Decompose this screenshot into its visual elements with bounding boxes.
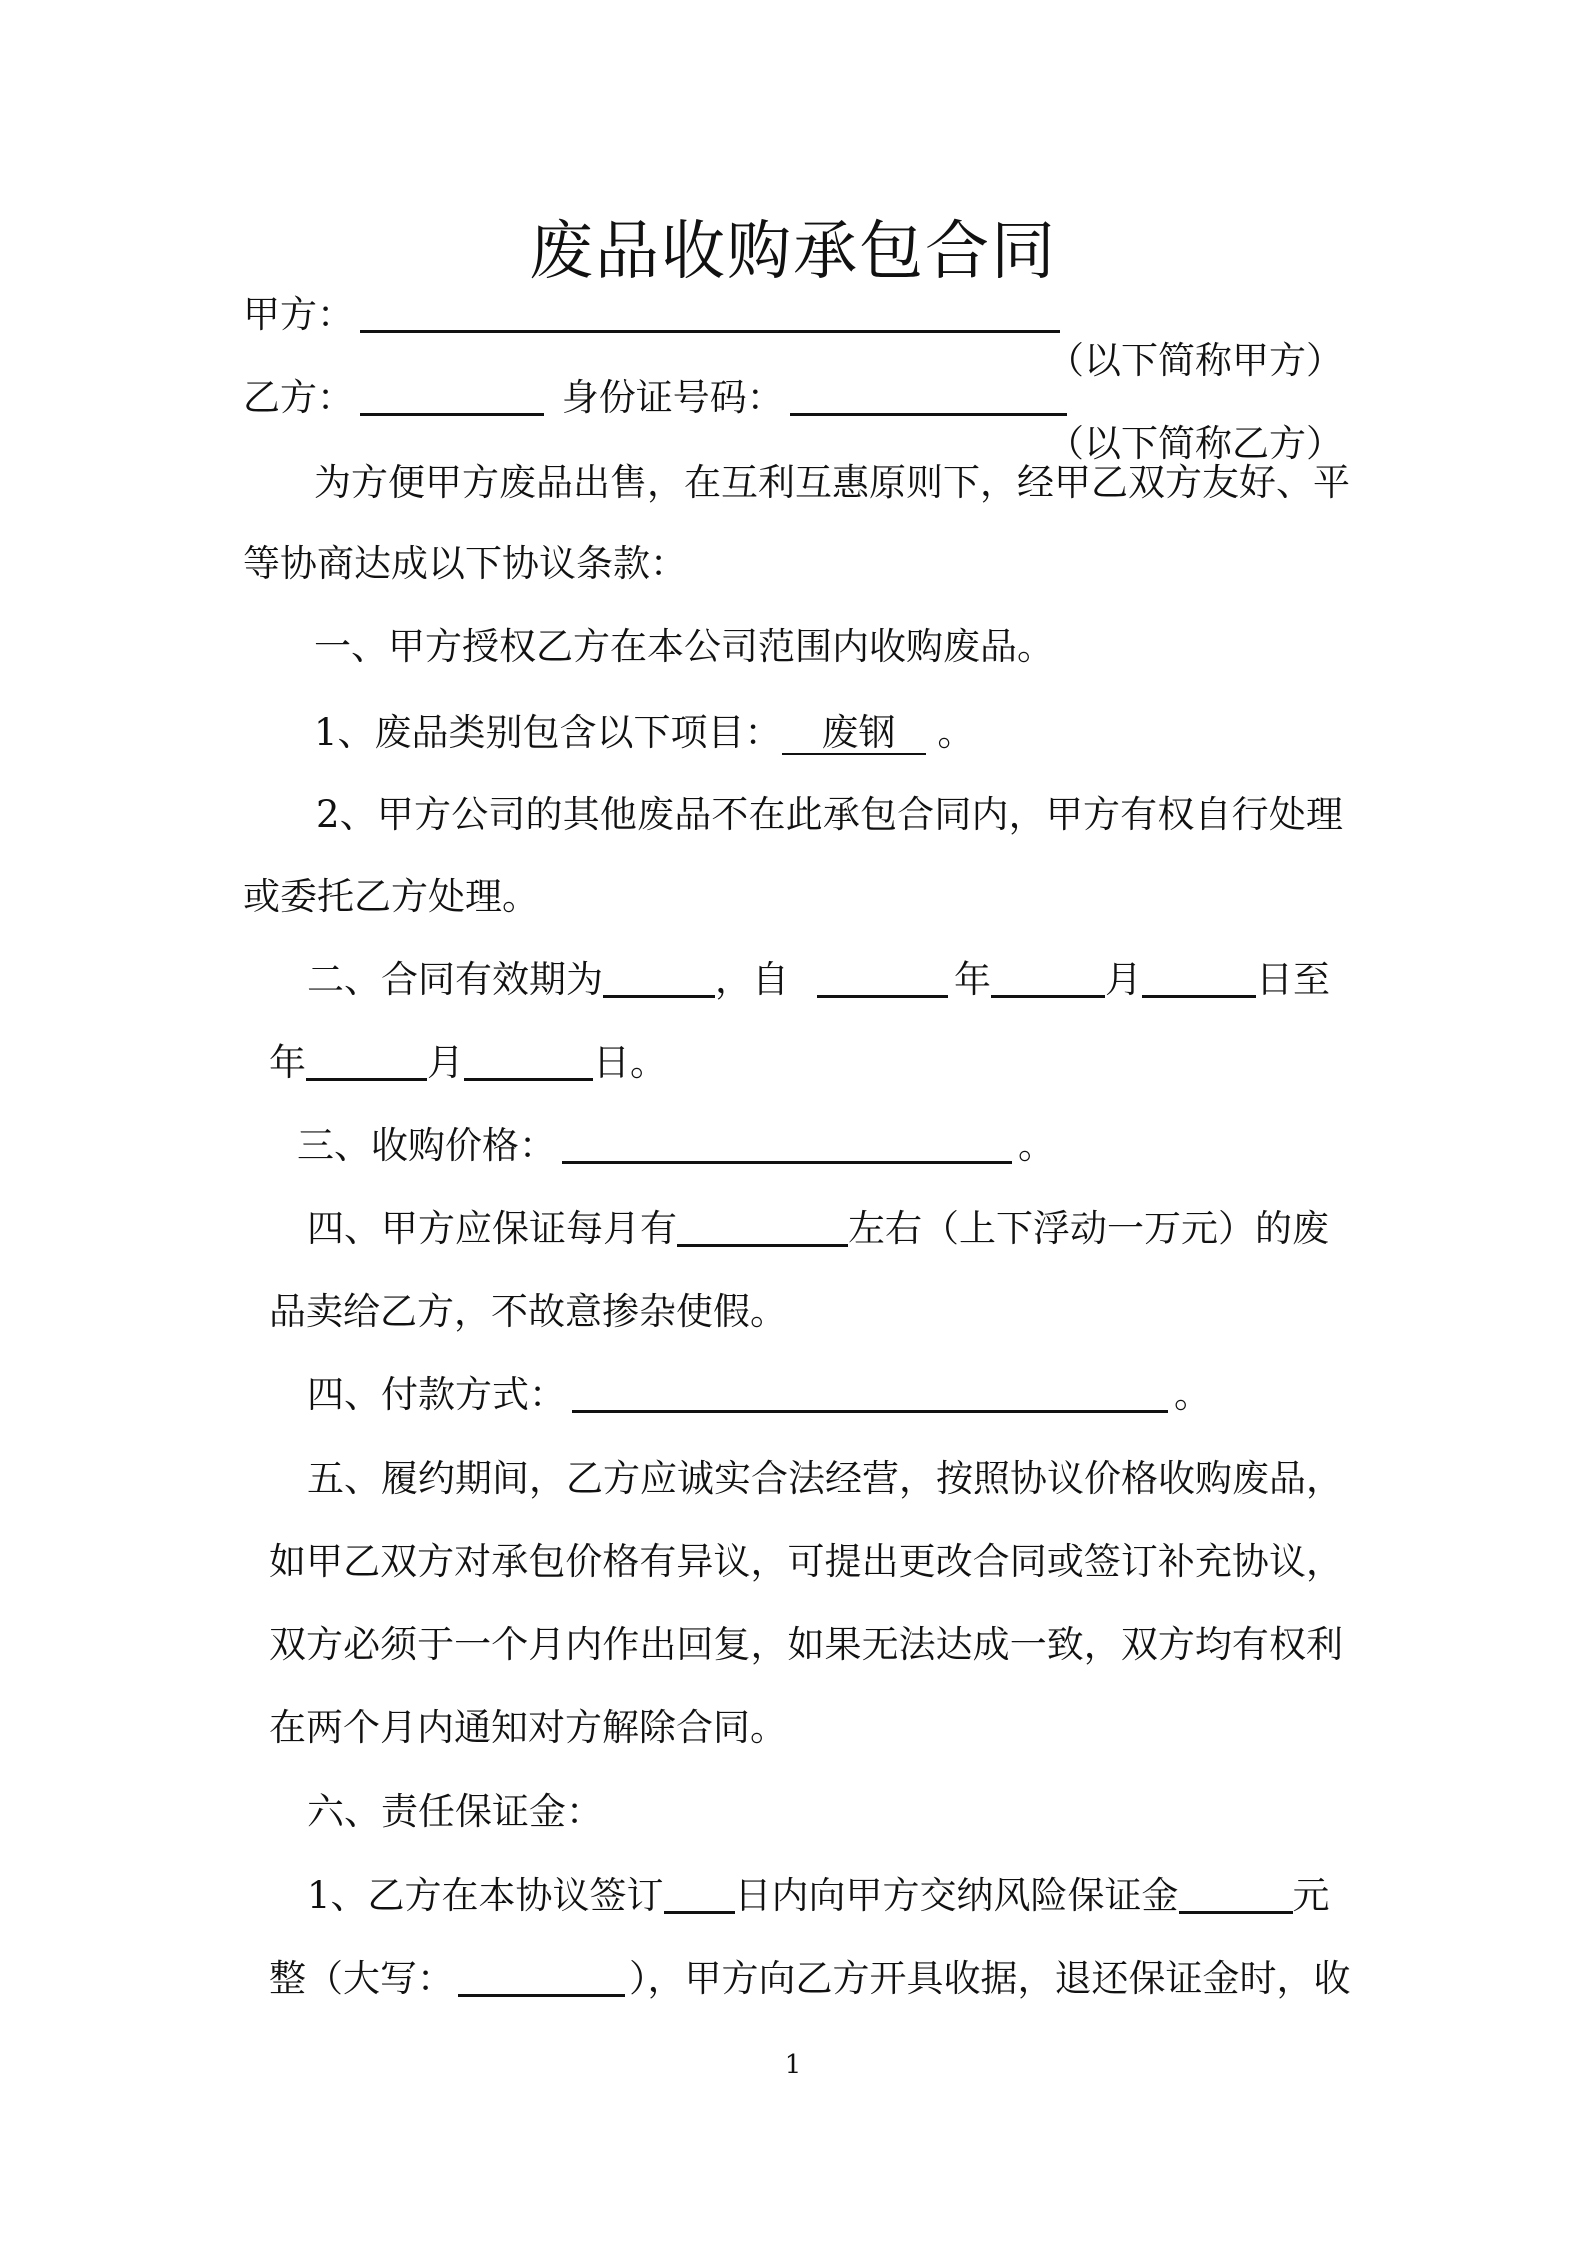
c4-p2: 左右（上下浮动一万元）的废	[848, 1207, 1329, 1250]
clause5-line1: 五、履约期间，乙方应诚实合法经营，按照协议价格收购废品，	[307, 1457, 1343, 1500]
party-a-label: 甲方：	[243, 293, 354, 336]
deposit-uppercase-blank	[458, 1960, 625, 1997]
c6-p2: 日内向甲方交纳风险保证金	[734, 1874, 1179, 1917]
party-a-suffix: （以下简称甲方）	[1047, 339, 1343, 382]
c6-p3: 元	[1292, 1874, 1330, 1917]
c2-p6: 年	[269, 1041, 306, 1084]
clause1-item2-line2: 或委托乙方处理。	[243, 875, 539, 918]
c6-p4: 整（大写：	[269, 1957, 454, 2000]
c2-p4: 月	[1105, 958, 1142, 1001]
party-a-blank	[360, 296, 1060, 333]
party-b-suffix: （以下简称乙方）	[1047, 422, 1343, 465]
payment-blank	[572, 1376, 1168, 1413]
page-number: 1	[784, 2050, 802, 2080]
clause5-line3: 双方必须于一个月内作出回复，如果无法达成一致，双方均有权利	[269, 1623, 1343, 1666]
payment-label: 四、付款方式：	[307, 1373, 566, 1416]
clause4-line2: 品卖给乙方，不故意掺杂使假。	[269, 1290, 787, 1333]
item1-suffix: 。	[937, 711, 975, 754]
party-b-label: 乙方：	[243, 376, 354, 419]
document-title: 废品收购承包合同	[529, 215, 1057, 289]
c3-label: 三、收购价格：	[297, 1124, 556, 1167]
monthly-amount-blank	[677, 1210, 848, 1247]
clause6-heading: 六、责任保证金：	[307, 1790, 603, 1833]
id-label: 身份证号码：	[561, 376, 784, 419]
c3-end: 。	[1018, 1124, 1055, 1167]
intro-line-1: 为方便甲方废品出售，在互利互惠原则下，经甲乙双方友好、平	[314, 461, 1350, 504]
party-b-line	[243, 375, 1343, 467]
party-b-blank	[360, 379, 544, 416]
c6-p5: ），甲方向乙方开具收据，退还保证金时，收	[629, 1957, 1351, 2000]
start-month-blank	[991, 961, 1105, 998]
clause5-line2: 如甲乙双方对承包价格有异议，可提出更改合同或签订补充协议，	[269, 1540, 1343, 1583]
end-month-blank	[306, 1044, 427, 1081]
c2-p7: 月	[427, 1041, 464, 1084]
clause2-line1	[307, 957, 1330, 1003]
intro-line-2: 等协商达成以下协议条款：	[243, 542, 687, 585]
c2-p5: 日至	[1256, 958, 1330, 1001]
clause3-line	[297, 1123, 1055, 1169]
id-blank	[790, 379, 1067, 416]
payment-line	[307, 1372, 1211, 1418]
clause1-heading: 一、甲方授权乙方在本公司范围内收购废品。	[314, 625, 1054, 668]
price-blank	[562, 1127, 1012, 1164]
c6-p1: 1、乙方在本协议签订	[307, 1874, 664, 1917]
c2-p3: 年	[954, 958, 991, 1001]
term-blank	[603, 961, 715, 998]
days-blank	[664, 1877, 735, 1914]
item1-prefix: 1、废品类别包含以下项目：	[314, 711, 782, 754]
end-day-blank	[464, 1044, 593, 1081]
clause1-item2-line1: 2、甲方公司的其他废品不在此承包合同内，甲方有权自行处理	[316, 793, 1343, 836]
clause5-line4: 在两个月内通知对方解除合同。	[269, 1706, 787, 1749]
clause2-line2	[269, 1040, 667, 1086]
clause6-line1	[307, 1873, 1330, 1919]
party-a-line	[243, 292, 1343, 384]
clause6-line2	[269, 1956, 1351, 2002]
payment-end: 。	[1174, 1373, 1211, 1416]
c2-p8: 日。	[593, 1041, 667, 1084]
clause1-item1	[314, 710, 974, 756]
start-year-blank	[817, 961, 948, 998]
deposit-amount-blank	[1179, 1877, 1293, 1914]
waste-category-value: 废钢	[782, 713, 926, 755]
c2-p1: 二、合同有效期为	[307, 958, 603, 1001]
start-day-blank	[1142, 961, 1256, 998]
clause4-line1	[307, 1206, 1329, 1252]
c2-p2: ，自	[715, 958, 789, 1001]
c4-p1: 四、甲方应保证每月有	[307, 1207, 677, 1250]
